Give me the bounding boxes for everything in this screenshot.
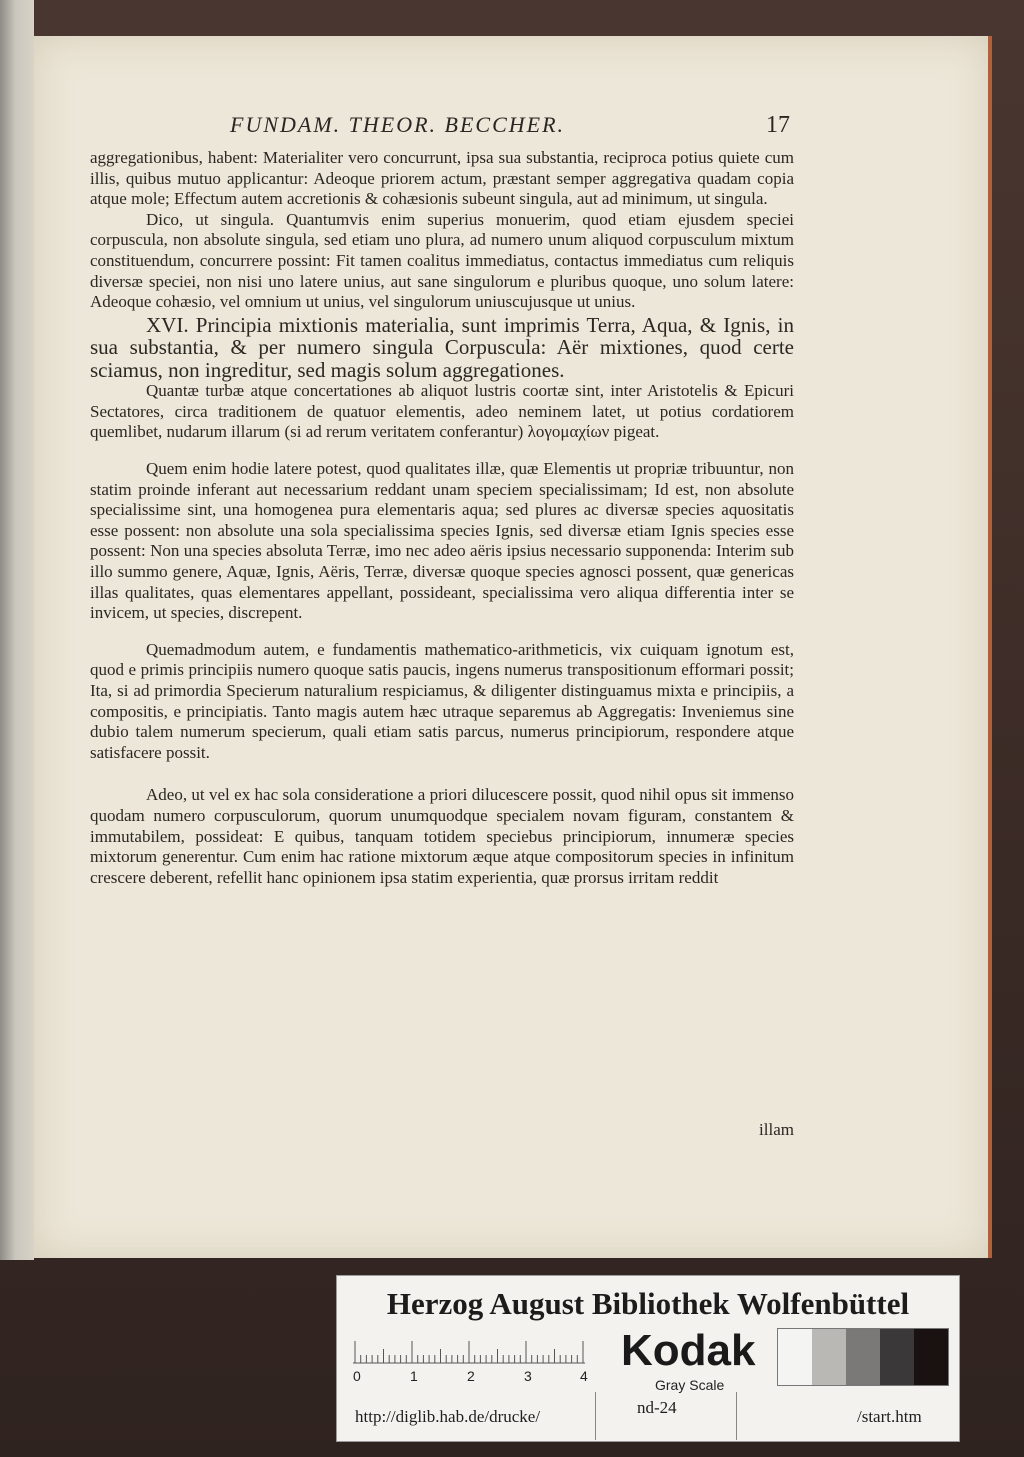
- measurement-ruler: [353, 1334, 585, 1364]
- swatch: [846, 1329, 880, 1385]
- book-fore-edge: [0, 0, 34, 1260]
- swatch: [778, 1329, 812, 1385]
- ruler-number: 2: [467, 1368, 475, 1384]
- catchword: illam: [759, 1120, 794, 1139]
- url-suffix: /start.htm: [857, 1407, 922, 1426]
- paragraph: Dico, ut singula. Quantumvis enim superius monuerim, quod etiam ejusdem speciei corpuscula, non absolute singula, sed etiam uno plura, ad numero unum aliquod corpusculum mixtum constituendum, concurrere possint: Fit tamen coalitus immediatus, contactus immediatus cum reliquis diversæ speciei, non nisi uno latere unius, aut sane singulorum e pluribus quoque, uno solum latere: Adeoque cohæsio, vel omnium ut unius, vel singulorum uniuscujusque ut unius.: [90, 209, 794, 312]
- ruler-number: 3: [524, 1368, 532, 1384]
- paragraph: Quemadmodum autem, e fundamentis mathematico-arithmeticis, vix cuiquam ignotum est, quod e primis principiis numero quoque satis paucis, ingens numerus transpositionum efformari possit; Ita, si ad primordia Specierum naturalium respiciamus, & diligenter distinguamus mixta e principiis, a compositis, e principiatis. Tanto magis autem hæc utraque separemus ab Aggregatis: Inveniemus sine dubio talem numerum specierum, quali etiam satis parcus, numerus principiorum, respondere atque satisfacere possit.: [90, 639, 794, 762]
- swatch: [880, 1329, 914, 1385]
- page-body: [90, 148, 794, 888]
- kodak-logo: Kodak: [621, 1326, 756, 1375]
- gray-scale-swatches: [777, 1328, 949, 1386]
- paragraph: Adeo, ut vel ex hac sola consideratione a priori dilucescere possit, quod nihil opus sit immenso quodam numero corpusculorum, quorum unumquodque specialem novam figuram, constantem & immutabilem, possideat: E quibus, tanquam totidem speciebus principiorum, innumeræ species mixtorum generentur. Cum enim hac ratione mixtorum æque atque compositorum species in infinitum crescere deberent, refellit hanc opinionem ipsa statim experientia, quæ prorsus irritam reddit: [90, 785, 794, 887]
- library-reference-card: [336, 1275, 960, 1442]
- paragraph: Quantæ turbæ atque concertationes ab aliquot lustris coortæ sint, inter Aristotelis & Epicuri Sectatores, circa traditionem de quatuor elementis, adeo neminem latet, ut potius cordatiorem quemlibet, nudarum illarum (si ad rerum veritatem conferantur) λογομαχίων pigeat.: [90, 381, 794, 442]
- gray-scale-label: Gray Scale: [655, 1377, 725, 1393]
- url-prefix: http://diglib.hab.de/drucke/: [355, 1407, 541, 1426]
- shelfmark: nd-24: [637, 1398, 677, 1417]
- paragraph: aggregationibus, habent: Materialiter vero concurrunt, ipsa sua substantia, reciproca potius quiete cum illis, quibus mutuo applicantur: Adeoque priorem actum, præstant semper aggregativa quadam copia atque mole; Effectum autem accretionis & cohæsionis subeunt singula, aut ad minimum, ut singula.: [90, 148, 794, 209]
- page-number: 17: [766, 112, 790, 138]
- ruler-number: 4: [580, 1368, 588, 1384]
- running-header: FUNDAM. THEOR. BECCHER.: [230, 112, 566, 137]
- swatch: [812, 1329, 846, 1385]
- ruler-numbers: [349, 1368, 589, 1388]
- library-name: Herzog August Bibliothek Wolfenbüttel: [386, 1286, 910, 1321]
- paragraph: Quem enim hodie latere potest, quod qualitates illæ, quæ Elementis ut propriæ tribuuntur, non statim proinde inferant aut necessarium reddant unam speciem specialissimam; Id est, non absolute specialissime sint, una homogenea pura elementaris aqua; sed plures ac diversæ species aquositatis esse possent: non absolute una sola specialissima species Ignis, sed diversæ etiam Ignis species esse possent: Non una species absoluta Terræ, imo nec adeo aëris ipsius necessario supponenda: Interim sub illo summo genere, Aquæ, Ignis, Aëris, Terræ, diversæ quoque species agnosci possent, quæ genericas illas qualitates, quas elementares appellant, possideant, specialissima vero aliqua differentia inter se invicem, ut species, discrepent.: [90, 459, 794, 623]
- ruler-number: 1: [410, 1368, 418, 1384]
- section-heading-paragraph: XVI. Principia mixtionis materialia, sunt imprimis Terra, Aqua, & Ignis, in sua substantia, & per numero singula Corpuscula: Aër mixtiones, quod certe sciamus, non ingreditur, sed magis solum aggregationes.: [90, 312, 794, 382]
- ruler-number: 0: [353, 1368, 361, 1384]
- swatch: [914, 1329, 948, 1385]
- page-edge: [988, 36, 992, 1258]
